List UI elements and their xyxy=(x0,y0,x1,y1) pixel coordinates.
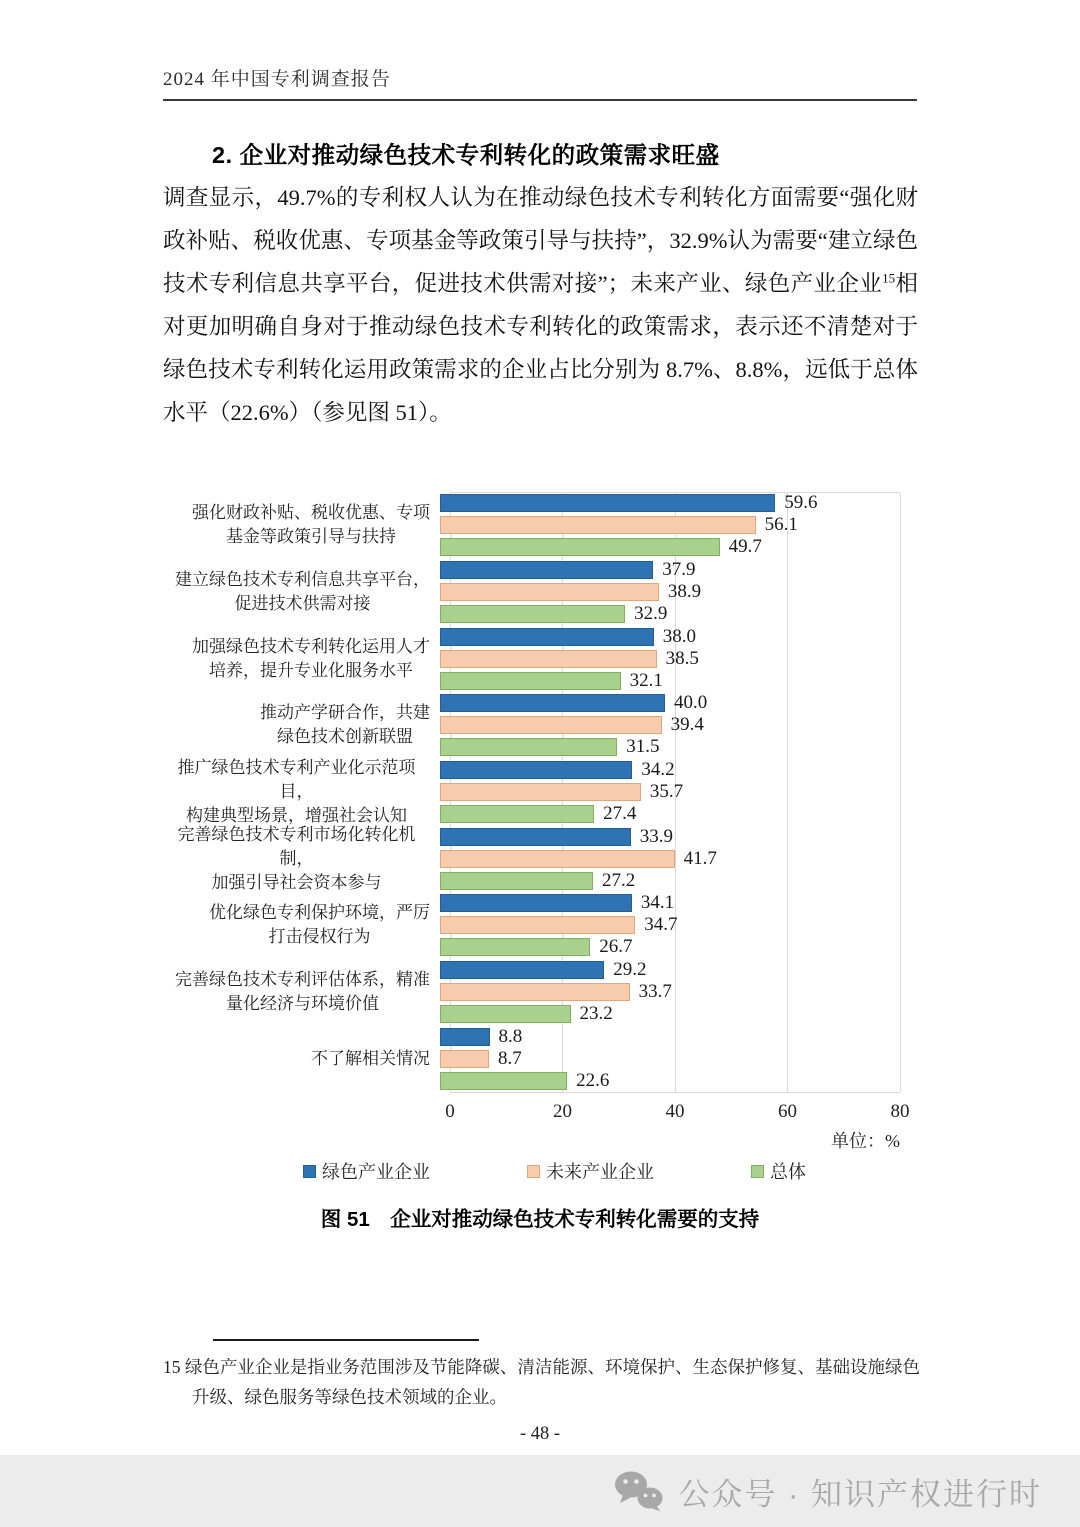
chart-groups xyxy=(163,492,1043,1092)
figure-caption: 图 51 企业对推动绿色技术专利转化需要的支持 xyxy=(320,1208,760,1231)
chart-category-group xyxy=(163,1026,1043,1093)
category-label-text: 推广绿色技术专利产业化示范项目， 构建典型场景，增强社会认知 xyxy=(177,758,416,826)
category-label xyxy=(163,756,440,828)
bar-value-label: 22.6 xyxy=(576,1069,610,1091)
chart-category-group xyxy=(163,759,1043,826)
bar-未来产业企业 xyxy=(440,783,641,801)
bar-绿色产业企业 xyxy=(440,1028,490,1046)
bar-value-label: 41.7 xyxy=(683,847,717,869)
chart-category-group xyxy=(163,492,1043,559)
bar-row xyxy=(440,916,1000,934)
bar-row xyxy=(440,1025,1000,1047)
bar-总体 xyxy=(440,605,625,623)
bar-row xyxy=(440,647,1000,669)
category-label xyxy=(163,701,440,749)
category-label-text: 完善绿色技术专利评估体系，精准 量化经济与环境价值 xyxy=(175,970,430,1014)
bar-row xyxy=(440,983,1000,1001)
bar-未来产业企业 xyxy=(440,516,756,534)
bar-未来产业企业 xyxy=(440,650,657,668)
bar-value-label: 38.0 xyxy=(662,625,696,647)
bar-value-label: 34.2 xyxy=(641,759,675,781)
axis-tick-label: 20 xyxy=(553,1101,572,1122)
bar-row xyxy=(440,494,1000,512)
category-label-text: 不了解相关情况 xyxy=(311,1048,430,1068)
bar-row xyxy=(440,1047,1000,1069)
bar-row xyxy=(440,625,1000,647)
bar-value-label: 56.1 xyxy=(764,514,798,536)
category-label xyxy=(163,1047,440,1071)
category-bars xyxy=(440,894,1000,956)
chart-unit-label: 单位：% xyxy=(831,1131,900,1151)
bar-row xyxy=(440,605,1000,623)
category-label xyxy=(163,901,440,949)
bar-总体 xyxy=(440,872,593,890)
bar-row xyxy=(440,516,1000,534)
category-label xyxy=(163,635,440,683)
bar-row xyxy=(440,761,1000,779)
bar-row xyxy=(440,961,1000,979)
bar-总体 xyxy=(440,672,621,690)
bar-总体 xyxy=(440,738,617,756)
chart-legend xyxy=(303,1158,806,1184)
bar-row xyxy=(440,1005,1000,1023)
legend-item xyxy=(527,1158,654,1184)
bar-绿色产业企业 xyxy=(440,628,654,646)
bar-value-label: 26.7 xyxy=(599,936,633,958)
bar-row xyxy=(440,669,1000,691)
bar-value-label: 37.9 xyxy=(662,559,696,581)
bar-value-label: 38.5 xyxy=(665,647,699,669)
bar-未来产业企业 xyxy=(440,916,635,934)
legend-label: 绿色产业企业 xyxy=(322,1162,430,1182)
chart-category-group xyxy=(163,559,1043,626)
bar-未来产业企业 xyxy=(440,983,630,1001)
bar-绿色产业企业 xyxy=(440,494,775,512)
bar-总体 xyxy=(440,805,594,823)
category-bars xyxy=(440,494,1000,556)
bar-value-label: 8.7 xyxy=(497,1047,522,1069)
bar-绿色产业企业 xyxy=(440,561,653,579)
legend-marker-icon xyxy=(751,1165,764,1178)
bar-绿色产业企业 xyxy=(440,961,604,979)
bar-chart xyxy=(163,487,1043,1199)
legend-marker-icon xyxy=(303,1165,316,1178)
category-label-text: 完善绿色技术专利市场化转化机制， 加强引导社会资本参与 xyxy=(177,824,416,892)
category-bars xyxy=(440,625,1000,691)
bar-绿色产业企业 xyxy=(440,894,632,912)
bar-value-label: 40.0 xyxy=(674,692,708,714)
axis-tick-label: 60 xyxy=(778,1101,797,1122)
footnote-marker: 15 xyxy=(163,1357,181,1377)
legend-marker-icon xyxy=(527,1165,540,1178)
legend-item xyxy=(303,1158,430,1184)
bar-value-label: 34.1 xyxy=(640,892,675,914)
legend-label: 总体 xyxy=(770,1162,806,1182)
bar-value-label: 33.7 xyxy=(638,981,672,1003)
running-header: 2024 年中国专利调查报告 xyxy=(163,69,391,90)
bar-value-label: 27.4 xyxy=(603,803,637,825)
category-bars xyxy=(440,561,1000,623)
category-label xyxy=(163,501,440,549)
bar-未来产业企业 xyxy=(440,583,659,601)
bar-绿色产业企业 xyxy=(440,828,631,846)
bar-value-label: 33.9 xyxy=(639,825,673,847)
chart-category-group xyxy=(163,959,1043,1026)
bar-未来产业企业 xyxy=(440,1050,489,1068)
bar-row xyxy=(440,894,1000,912)
bar-row xyxy=(440,1069,1000,1091)
bar-value-label: 32.1 xyxy=(629,669,663,691)
wechat-icon xyxy=(614,1470,664,1512)
bar-未来产业企业 xyxy=(440,716,662,734)
paragraph-text-1: 调查显示，49.7%的专利权人认为在推动绿色技术专利转化方面需要“强化财政补贴、税收优惠、专项基金等政策引导与扶持”，32.9%认为需要“建立绿色技术专利信息共享平台，促进技术供需对接”；未来产业、绿色产业企业 xyxy=(163,185,918,296)
category-bars xyxy=(440,825,1000,891)
bar-value-label: 31.5 xyxy=(626,736,660,758)
bar-row xyxy=(440,938,1000,956)
category-label-text: 加强绿色技术专利转化运用人才 培养，提升专业化服务水平 xyxy=(192,636,430,680)
category-label-text: 优化绿色专利保护环境，严厉 打击侵权行为 xyxy=(209,903,430,947)
category-bars xyxy=(440,961,1000,1023)
bar-总体 xyxy=(440,1072,567,1090)
bar-value-label: 34.7 xyxy=(644,914,678,936)
chart-category-group xyxy=(163,692,1043,759)
chart-category-group xyxy=(163,625,1043,692)
section-title: 2. 企业对推动绿色技术专利转化的政策需求旺盛 xyxy=(212,142,720,168)
bar-绿色产业企业 xyxy=(440,761,632,779)
axis-tick-label: 0 xyxy=(445,1101,455,1122)
bar-row xyxy=(440,847,1000,869)
bar-value-label: 59.6 xyxy=(784,492,818,514)
legend-item xyxy=(751,1158,806,1184)
footnote-text: 绿色产业企业是指业务范围涉及节能降碳、清洁能源、环境保护、生态保护修复、基础设施绿色升级、绿色服务等绿色技术领域的企业。 xyxy=(180,1357,920,1407)
footnote-separator xyxy=(213,1339,479,1341)
bar-row xyxy=(440,783,1000,801)
bar-value-label: 35.7 xyxy=(649,781,684,803)
bar-row xyxy=(440,583,1000,601)
bar-value-label: 8.8 xyxy=(498,1025,523,1047)
category-label xyxy=(163,568,440,616)
bar-总体 xyxy=(440,1005,571,1023)
bar-value-label: 49.7 xyxy=(728,536,762,558)
category-bars xyxy=(440,1025,1000,1091)
watermark-label: 公众号 · 知识产权进行时 xyxy=(678,1476,1042,1512)
watermark-band xyxy=(0,1455,1080,1527)
bar-绿色产业企业 xyxy=(440,694,665,712)
bar-row xyxy=(440,716,1000,734)
chart-x-axis xyxy=(445,1101,910,1125)
bar-row xyxy=(440,538,1000,556)
category-label-text: 推动产学研合作，共建 绿色技术创新联盟 xyxy=(260,703,430,747)
category-bars xyxy=(440,694,1000,756)
axis-tick-label: 80 xyxy=(890,1101,910,1122)
bar-value-label: 32.9 xyxy=(634,603,668,625)
category-label-text: 强化财政补贴、税收优惠、专项 基金等政策引导与扶持 xyxy=(192,503,430,547)
body-paragraph xyxy=(163,176,918,434)
bar-row xyxy=(440,561,1000,579)
watermark xyxy=(614,1469,1042,1514)
category-label xyxy=(163,823,440,895)
category-bars xyxy=(440,761,1000,823)
legend-label: 未来产业企业 xyxy=(546,1162,654,1182)
bar-row xyxy=(440,738,1000,756)
bar-value-label: 27.2 xyxy=(602,869,636,891)
bar-未来产业企业 xyxy=(440,850,675,868)
bar-value-label: 23.2 xyxy=(579,1003,613,1025)
bar-value-label: 38.9 xyxy=(667,581,702,603)
category-label-text: 建立绿色技术专利信息共享平台， 促进技术供需对接 xyxy=(175,570,430,614)
bar-row xyxy=(440,869,1000,891)
footnote-reference: 15 xyxy=(882,270,896,286)
bar-row xyxy=(440,805,1000,823)
bar-row xyxy=(440,694,1000,712)
bar-value-label: 39.4 xyxy=(670,714,704,736)
header-rule xyxy=(163,99,917,101)
category-label xyxy=(163,968,440,1016)
chart-category-group xyxy=(163,892,1043,959)
page-number: - 48 - xyxy=(519,1424,561,1444)
chart-category-group xyxy=(163,825,1043,892)
bar-总体 xyxy=(440,538,720,556)
footnote xyxy=(163,1352,920,1412)
bar-row xyxy=(440,825,1000,847)
axis-tick-label: 40 xyxy=(665,1101,685,1122)
bar-总体 xyxy=(440,938,590,956)
bar-value-label: 29.2 xyxy=(613,959,647,981)
paragraph-text-2: 相对更加明确自身对于推动绿色技术专利转化的政策需求，表示还不清楚对于绿色技术专利转化运用政策需求的企业占比分别为 8.7%、8.8%，远低于总体水平（22.6%）（参见图 51）。 xyxy=(163,271,918,425)
